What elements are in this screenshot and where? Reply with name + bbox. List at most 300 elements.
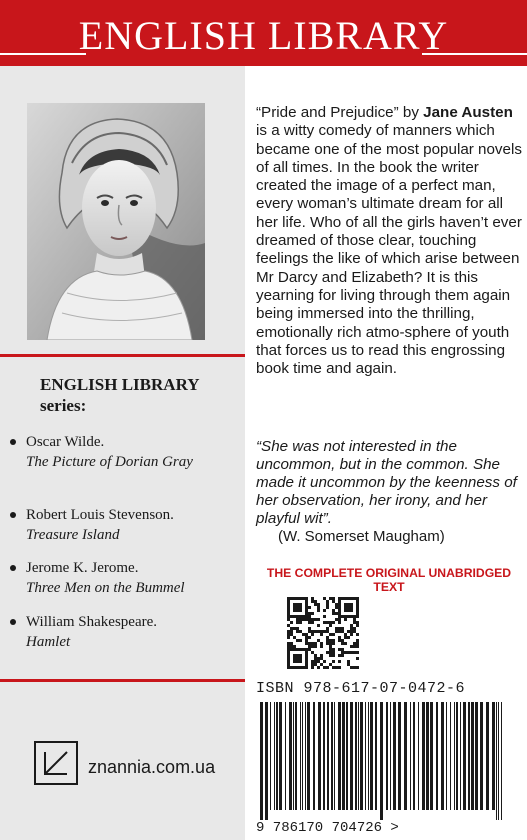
qr-module [314,630,317,633]
qr-module [299,654,302,657]
qr-module [353,666,356,669]
qr-module [308,606,311,609]
qr-module [332,609,335,612]
qr-module [323,660,326,663]
qr-module [293,648,296,651]
qr-module [329,642,332,645]
qr-module [317,606,320,609]
barcode-bar [430,702,433,810]
qr-module [329,648,332,651]
qr-module [326,642,329,645]
qr-module [338,660,341,663]
qr-module [338,627,341,630]
barcode-bar [346,702,348,810]
qr-module [356,624,359,627]
qr-module [296,648,299,651]
sidebar-rule-bottom [0,679,245,682]
qr-module [305,633,308,636]
barcode-bar [446,702,447,810]
series-item-book: Three Men on the Bummel [26,580,185,596]
barcode-bar [436,702,438,810]
qr-module [293,666,296,669]
barcode-bar [265,702,268,820]
barcode-bar [370,702,373,810]
barcode-bar [360,702,363,810]
qr-module [287,636,290,639]
bullet-icon [10,512,16,518]
barcode-bar [486,702,489,810]
qr-module [293,609,296,612]
series-item-4 [10,612,240,652]
qr-module [308,645,311,648]
qr-module [347,603,350,606]
barcode-bar [307,702,310,810]
qr-module [338,615,341,618]
qr-module [347,615,350,618]
qr-module [347,597,350,600]
qr-module [356,597,359,600]
qr-module [305,615,308,618]
barcode-bar [323,702,325,810]
qr-module [317,666,320,669]
qr-module [323,609,326,612]
qr-module [287,663,290,666]
qr-module [320,663,323,666]
qr-module [296,660,299,663]
isbn-text: ISBN 978-617-07-0472-6 [256,680,466,697]
qr-module [350,666,353,669]
barcode-bar [260,702,263,820]
qr-module [338,648,341,651]
qr-module [287,648,290,651]
qr-module [305,666,308,669]
series-list-title [40,374,240,416]
qr-module [302,666,305,669]
qr-module [287,597,290,600]
qr-module [341,648,344,651]
qr-module [305,636,308,639]
qr-module [293,597,296,600]
barcode-bar [295,702,297,810]
qr-module [356,657,359,660]
qr-module [338,606,341,609]
qr-module [323,630,326,633]
qr-module [326,603,329,606]
qr-module [356,633,359,636]
qr-module [338,636,341,639]
qr-module [341,627,344,630]
qr-module [332,651,335,654]
qr-module [332,666,335,669]
header-bar [0,0,527,66]
qr-module [323,597,326,600]
barcode-bar [393,702,396,810]
qr-module [356,642,359,645]
qr-module [332,612,335,615]
qr-module [296,654,299,657]
description-author: Jane Austen [423,104,513,121]
sidebar-rule-top [0,354,245,357]
qr-module [296,618,299,621]
qr-module [332,660,335,663]
qr-module [320,645,323,648]
qr-module [290,666,293,669]
qr-module [344,633,347,636]
qr-module [347,663,350,666]
barcode-bar [496,702,497,820]
barcode-bar [422,702,425,810]
qr-module [320,633,323,636]
qr-module [302,618,305,621]
description-rest: is a witty comedy of manners which became one of the most popular novels of all times. In the book the writer created the image of a perfect man, every woman’s ultimate dream for all her life. Who of all the girls haven’t ever dreamed of those clear, touching feelings the like of which arise between Mr Darcy and Elizabeth? It is this yearning for living through them again being immersed into the thrilling, emotionally rich atmo-sphere of youth that forces us to read this engrossing book time and again. [256,122,522,378]
barcode-bar [471,702,474,810]
qr-module [341,639,344,642]
qr-module [356,639,359,642]
qr-module [335,606,338,609]
qr-module [311,663,314,666]
qr-module [293,603,296,606]
barcode-bar [501,702,502,820]
barcode-bar [334,702,335,810]
qr-module [299,666,302,669]
qr-module [326,636,329,639]
qr-module [287,606,290,609]
barcode-bar [302,702,303,810]
qr-module [317,660,320,663]
series-item-2 [10,505,240,545]
qr-module [353,618,356,621]
qr-module [341,642,344,645]
qr-module [338,639,341,642]
series-item-book: Hamlet [26,634,71,650]
qr-module [305,618,308,621]
portrait-drawing [27,103,205,340]
barcode-bar [450,702,451,810]
qr-module [338,600,341,603]
series-title-line2: series: [40,396,87,415]
qr-module [347,630,350,633]
qr-module [353,621,356,624]
qr-module [308,636,311,639]
qr-module [296,609,299,612]
qr-module [335,603,338,606]
qr-module [302,615,305,618]
series-item-author: Robert Louis Stevenson. [26,507,174,523]
barcode-bar [386,702,388,810]
qr-module [338,618,341,621]
unabridged-label: THE COMPLETE ORIGINAL UNABRIDGED TEXT [266,566,512,594]
qr-module [317,609,320,612]
qr-module [329,654,332,657]
barcode-bar [375,702,377,810]
qr-module [299,630,302,633]
qr-module [311,600,314,603]
qr-module [332,654,335,657]
qr-module [287,654,290,657]
barcode-bar [398,702,401,810]
qr-module [287,612,290,615]
qr-module [347,636,350,639]
barcode-bar [463,702,466,810]
qr-module [299,609,302,612]
qr-module [293,615,296,618]
qr-module [314,657,317,660]
qr-module [305,603,308,606]
series-item-1 [10,432,240,472]
qr-module [335,618,338,621]
qr-module [326,630,329,633]
qr-module [296,615,299,618]
qr-module [329,597,332,600]
barcode-bar [468,702,470,810]
description-lead: “Pride and Prejudice” by [256,104,424,121]
qr-module [287,660,290,663]
qr-module [305,600,308,603]
qr-module [350,651,353,654]
barcode-bar [498,702,499,820]
barcode-bar [342,702,345,810]
qr-module [299,639,302,642]
qr-module [317,618,320,621]
barcode-bar [365,702,366,810]
qr-module [287,657,290,660]
qr-module [302,633,305,636]
qr-module [344,651,347,654]
qr-module [299,657,302,660]
qr-module [332,642,335,645]
qr-module [350,627,353,630]
qr-module [347,609,350,612]
barcode-bar [418,702,419,810]
qr-module [323,666,326,669]
qr-module [287,618,290,621]
barcode-bar [413,702,415,810]
qr-module [290,645,293,648]
qr-module [305,639,308,642]
qr-module [296,621,299,624]
qr-module [311,642,314,645]
qr-module [299,606,302,609]
qr-module [287,651,290,654]
qr-module [353,597,356,600]
qr-module [320,642,323,645]
qr-module [332,648,335,651]
qr-module [353,615,356,618]
qr-module [287,609,290,612]
qr-module [287,600,290,603]
qr-module [305,606,308,609]
series-title-line1: ENGLISH LIBRARY [40,375,200,394]
qr-module [293,660,296,663]
qr-module [305,642,308,645]
barcode-bar [426,702,429,810]
qr-module [344,609,347,612]
qr-module [338,609,341,612]
critic-quote: “She was not interested in the uncommon, but in the common. She made it uncommon by the keenness of her observation, her irony, and her playful wit”. [256,438,517,527]
qr-module [338,612,341,615]
qr-module [323,615,326,618]
qr-module [320,654,323,657]
qr-module [350,630,353,633]
qr-module [287,630,290,633]
barcode-bar [492,702,495,810]
qr-module [308,627,311,630]
qr-module [296,606,299,609]
series-item-author: Oscar Wilde. [26,434,105,450]
qr-module [320,630,323,633]
qr-module [308,630,311,633]
qr-module [296,657,299,660]
qr-module [338,654,341,657]
barcode-bar [368,702,369,810]
qr-module [326,621,329,624]
qr-module [299,597,302,600]
qr-module [305,657,308,660]
qr-module [326,666,329,669]
qr-module [299,648,302,651]
qr-module [350,633,353,636]
barcode-bar [350,702,353,810]
publisher-url: znannia.com.ua [88,757,216,777]
qr-module [350,603,353,606]
qr-module [356,603,359,606]
qr-module [293,606,296,609]
qr-module [305,660,308,663]
qr-module [305,612,308,615]
barcode-bar [410,702,411,810]
qr-module [287,615,290,618]
barcode-bar [313,702,315,810]
barcode-bar [305,702,306,810]
qr-module [305,597,308,600]
qr-module [356,615,359,618]
qr-module [305,651,308,654]
barcode-bar [293,702,294,810]
qr-module [293,645,296,648]
barcode-bar [404,702,407,810]
qr-module [347,651,350,654]
barcode-bar [380,702,383,820]
qr-module [341,654,344,657]
qr-module [326,606,329,609]
qr-module [311,633,314,636]
qr-module [296,597,299,600]
qr-module [338,621,341,624]
qr-module [287,642,290,645]
qr-module [335,630,338,633]
qr-module [287,624,290,627]
series-header-title: ENGLISH LIBRARY [78,13,449,58]
qr-module [299,615,302,618]
qr-module [335,666,338,669]
qr-module [287,666,290,669]
qr-module [323,621,326,624]
qr-module [302,648,305,651]
qr-module [347,660,350,663]
qr-module [356,645,359,648]
barcode-bar [460,702,461,810]
qr-module [338,597,341,600]
qr-module [332,639,335,642]
qr-module [287,645,290,648]
qr-module [293,654,296,657]
qr-module [290,621,293,624]
qr-module [326,639,329,642]
qr-module [353,645,356,648]
qr-module [287,603,290,606]
qr-module [299,603,302,606]
qr-module [311,660,314,663]
barcode-bar [289,702,292,810]
qr-module [290,642,293,645]
series-item-book: The Picture of Dorian Gray [26,454,193,470]
qr-module [314,660,317,663]
qr-module [296,666,299,669]
qr-module [317,603,320,606]
qr-module [341,651,344,654]
qr-module [293,636,296,639]
qr-module [302,597,305,600]
book-description [256,104,522,378]
barcode-bar [276,702,278,810]
qr-module [350,645,353,648]
qr-module [350,615,353,618]
qr-module [356,606,359,609]
qr-module [356,621,359,624]
barcode-bar [390,702,391,810]
qr-module [326,651,329,654]
qr-module [311,621,314,624]
qr-module [356,600,359,603]
barcode-bar [331,702,333,810]
qr-module [311,612,314,615]
qr-module [305,663,308,666]
qr-module [332,633,335,636]
qr-module [350,624,353,627]
qr-module [296,627,299,630]
qr-module [317,639,320,642]
barcode-bar [279,702,282,810]
qr-module [308,648,311,651]
qr-module [320,657,323,660]
qr-module [308,621,311,624]
qr-module [290,630,293,633]
qr-module [344,615,347,618]
qr-module [329,645,332,648]
qr-module [338,666,341,669]
barcode-bar [285,702,286,810]
publisher-logo-icon [33,740,79,786]
qr-module [353,651,356,654]
qr-module [290,615,293,618]
qr-module [311,666,314,669]
qr-module [353,642,356,645]
bullet-icon [10,439,16,445]
qr-module [356,666,359,669]
qr-module [344,642,347,645]
series-item-book: Treasure Island [26,527,120,543]
qr-module [341,597,344,600]
qr-module [329,639,332,642]
qr-module [341,615,344,618]
qr-module [347,606,350,609]
qr-module [296,639,299,642]
qr-module [353,627,356,630]
qr-module [335,627,338,630]
qr-module [332,597,335,600]
barcode-bar [327,702,329,810]
qr-module [329,621,332,624]
